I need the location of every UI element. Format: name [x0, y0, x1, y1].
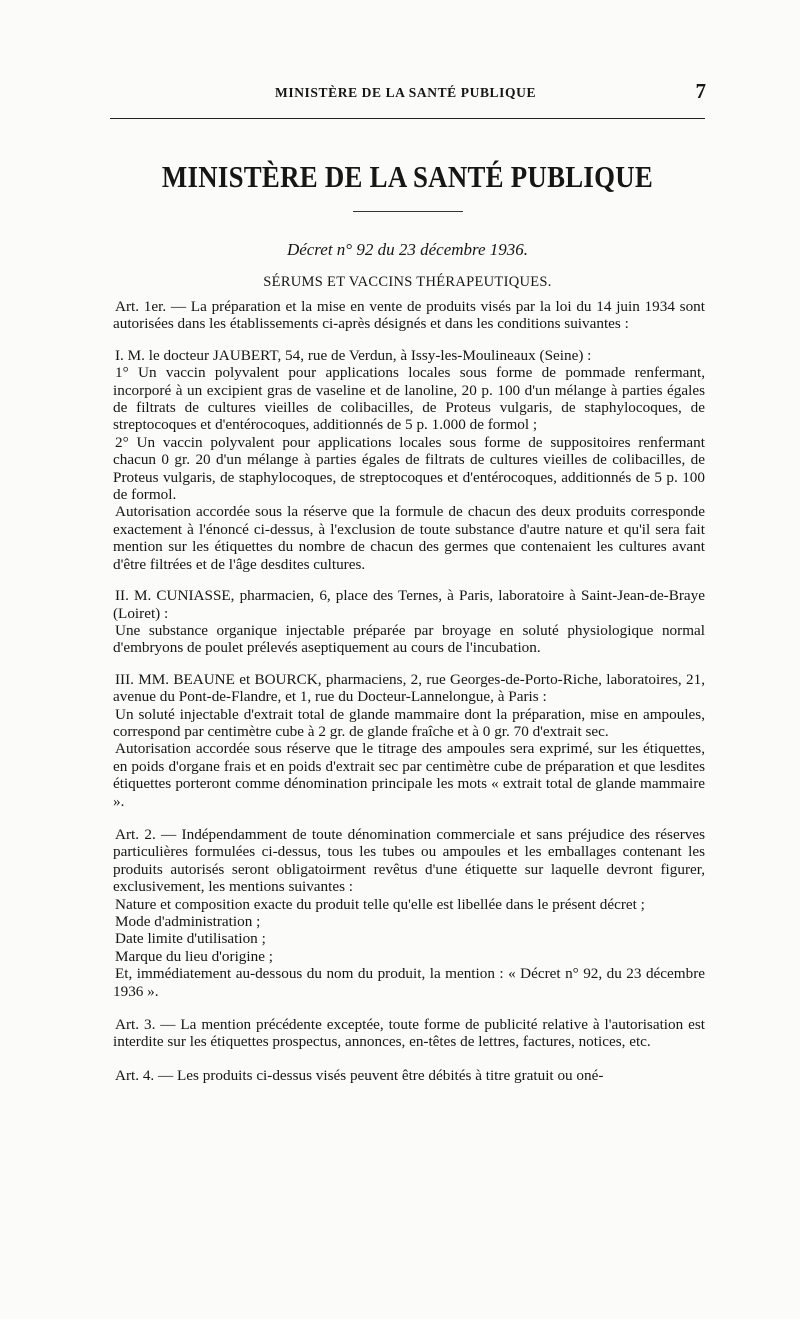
- section-1-heading: I. M. le docteur JAUBERT, 54, rue de Verdun, à Issy-les-Moulineaux (Seine) :: [115, 346, 592, 364]
- section-2-item: Une substance organique injectable préparée par broyage en soluté physiologique normal d'embryons de poulet prélevés aseptiquement au cours de l'incubation.: [113, 621, 705, 657]
- article-2-mention: Marque du lieu d'origine ;: [115, 947, 273, 965]
- article-3: Art. 3. — La mention précédente exceptée, toute forme de publicité relative à l'autorisation est interdite sur les étiquettes prospectus, annonces, en-têtes de lettres, factures, notices, etc.: [113, 1016, 705, 1051]
- page-title: MINISTÈRE DE LA SANTÉ PUBLIQUE: [161, 160, 654, 194]
- article-2-intro: Art. 2. — Indépendamment de toute dénomination commerciale et sans préjudice des réserves particulières formulées ci-dessus, tous les tubes ou ampoules et les emballages contenant les produits autorisés seront obligatoirment revêtus d'une étiquette sur laquelle devront figurer, exclusivement, les mentions suivantes :: [113, 825, 705, 896]
- section-3-heading: III. MM. BEAUNE et BOURCK, pharmaciens, 2, rue Georges-de-Porto-Riche, laboratoires, 21, avenue du Pont-de-Flandre, et 1, rue du Docteur-Lannelongue, à Paris :: [113, 670, 705, 706]
- section-2-heading: II. M. CUNIASSE, pharmacien, 6, place des Ternes, à Paris, laboratoire à Saint-Jean-de-Braye (Loiret) :: [113, 587, 705, 622]
- article-4: Art. 4. — Les produits ci-dessus visés peuvent être débités à titre gratuit ou oné-: [115, 1066, 604, 1084]
- section-3-item: Un soluté injectable d'extrait total de glande mammaire dont la préparation, mise en ampoules, correspond par centimètre cube à 2 gr. de glande fraîche et à 0 gr. 70 d'extrait sec.: [113, 705, 705, 740]
- page-number: 7: [695, 79, 706, 103]
- decree-subject: SÉRUMS ET VACCINS THÉRAPEUTIQUES.: [263, 274, 552, 290]
- section-1-item-1: 1° Un vaccin polyvalent pour applications locales sous forme de pommade renfermant, incorporé à un excipient gras de vaseline et de lanoline, 20 p. 100 d'un mélange à parties égales de filtrats de cultures vieilles de colibacilles, de Proteus vulgaris, de staphylocoques, de streptocoques et d'entérocoques, additionnés de 5 p. 1.000 de formol ;: [113, 364, 705, 434]
- article-2-mention: Mode d'administration ;: [115, 913, 261, 930]
- article-2-mention: Date limite d'utilisation ;: [115, 930, 266, 948]
- article-2-mention: Nature et composition exacte du produit telle qu'elle est libellée dans le présent décret ;: [115, 895, 645, 913]
- running-header: [0, 79, 800, 105]
- decree-line: Décret n° 92 du 23 décembre 1936.: [286, 240, 529, 259]
- section-1-item-2: 2° Un vaccin polyvalent pour applications locales sous forme de suppositoires renfermant chacun 0 gr. 20 d'un mélange à parties égales de filtrats de cultures vieilles de colibacilles, de Proteus vulgaris, de staphylocoques, de streptocoques et d'entérocoques, additionnés de 5 p. 100 de formol.: [113, 433, 705, 504]
- document-body: [113, 298, 705, 1084]
- title-rule: [353, 211, 463, 212]
- article-2-mention: Et, immédiatement au-dessous du nom du produit, la mention : « Décret n° 92, du 23 décembre 1936 ».: [113, 965, 705, 1000]
- running-title: MINISTÈRE DE LA SANTÉ PUBLIQUE: [275, 85, 537, 100]
- section-3-authorization: Autorisation accordée sous réserve que le titrage des ampoules sera exprimé, sur les étiquettes, en poids d'organe frais et en poids d'extrait sec par centimètre cube de préparation et que lesdites étiquettes porteront comme dénomination principale les mots « extrait total de glande mammaire ».: [113, 740, 705, 810]
- header-rule: [110, 118, 705, 119]
- article-1-intro: Art. 1er. — La préparation et la mise en vente de produits visés par la loi du 14 juin 1934 sont autorisées dans les établissements ci-après désignés et dans les conditions suivantes :: [113, 298, 705, 333]
- section-1-authorization: Autorisation accordée sous la réserve que la formule de chacun des deux produits corresponde exactement à l'énoncé ci-dessus, à l'exclusion de toute substance d'autre nature et qu'il sera fait mention sur les étiquettes du nombre de chacun des germes que contenaient les cultures avant d'être filtrées et de l'âge desdites cultures.: [113, 503, 705, 573]
